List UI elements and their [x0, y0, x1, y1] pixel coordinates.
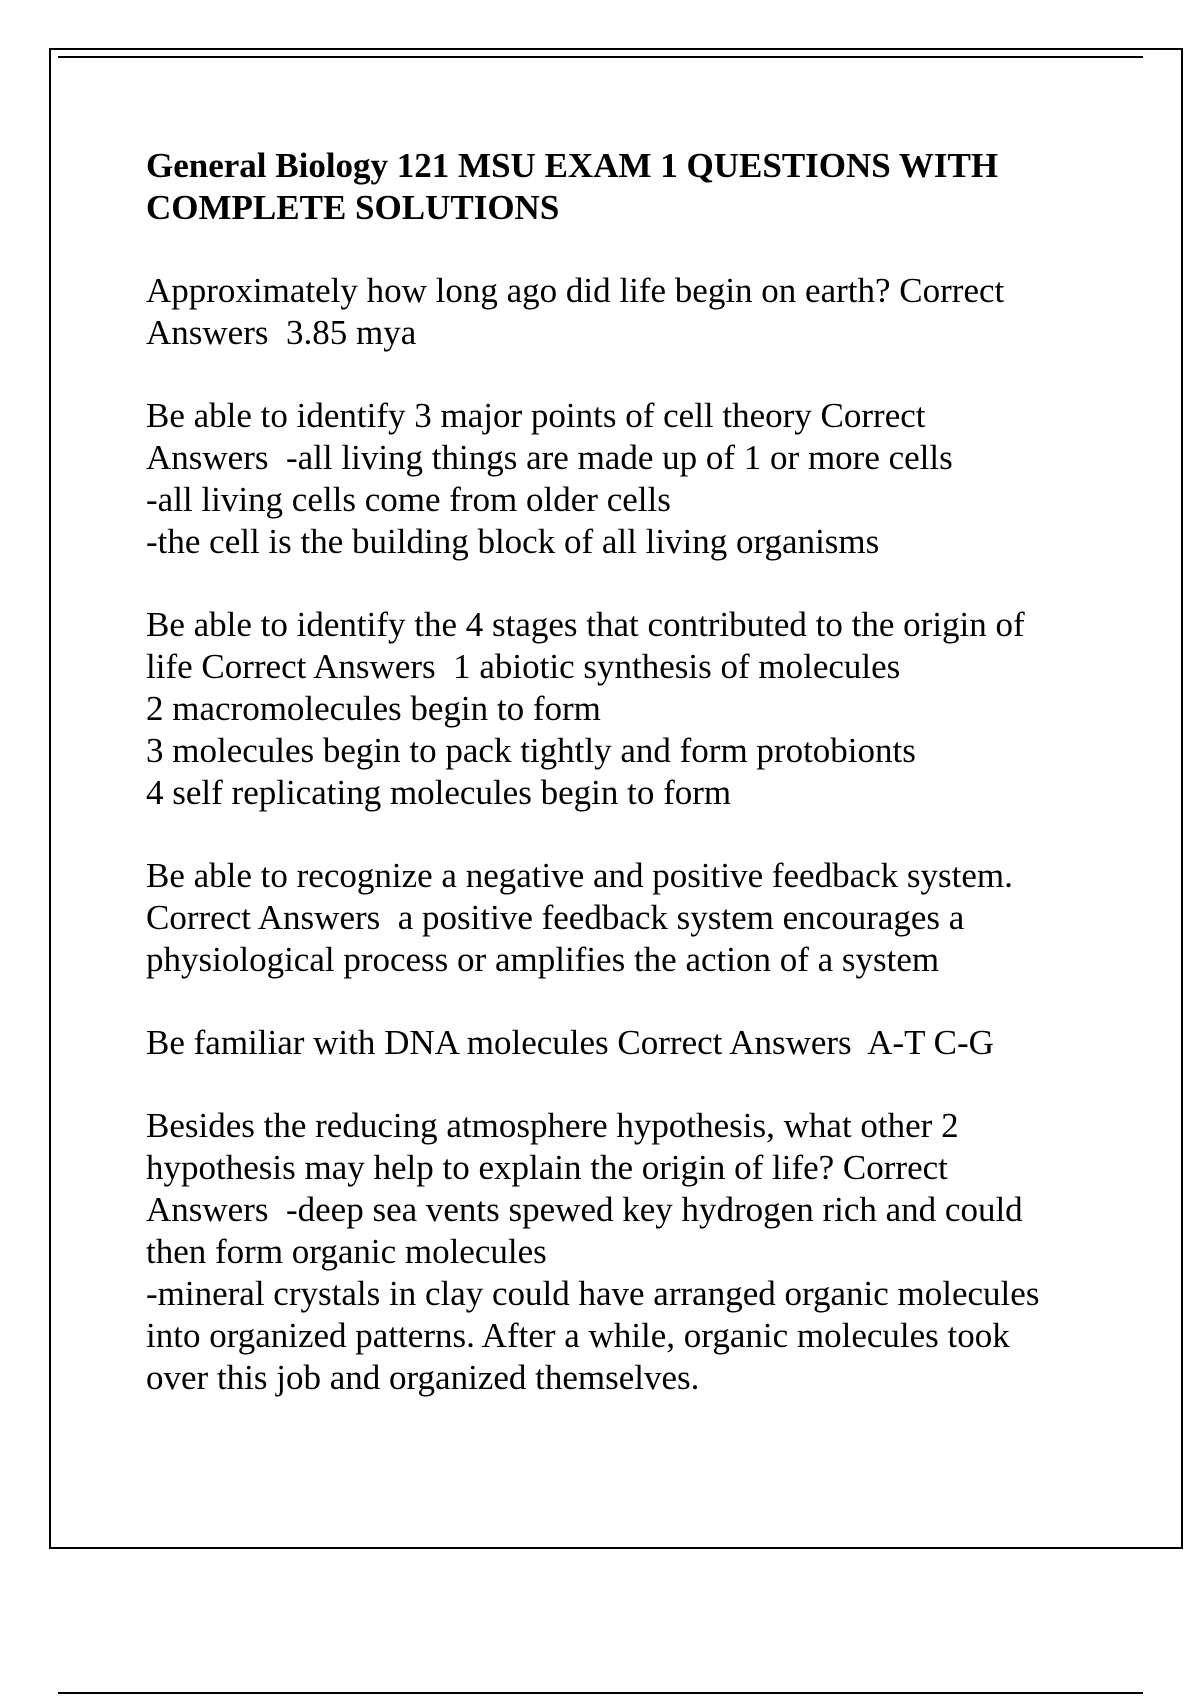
- qa-line: into organized patterns. After a while, organic molecules took: [146, 1316, 1010, 1355]
- qa-line: Be able to recognize a negative and positive feedback system.: [146, 856, 1013, 895]
- qa-line: hypothesis may help to explain the origin of life? Correct: [146, 1148, 948, 1187]
- qa-item: [146, 395, 1086, 563]
- qa-line: Besides the reducing atmosphere hypothesis, what other 2: [146, 1106, 959, 1145]
- qa-line: -the cell is the building block of all living organisms: [146, 522, 880, 561]
- qa-line: then form organic molecules: [146, 1232, 547, 1271]
- qa-line: Be able to identify 3 major points of cell theory Correct: [146, 396, 926, 435]
- qa-line: Answers -all living things are made up of 1 or more cells: [146, 438, 953, 477]
- qa-line: Answers -deep sea vents spewed key hydrogen rich and could: [146, 1190, 1023, 1229]
- qa-line: Approximately how long ago did life begin on earth? Correct: [146, 271, 1005, 310]
- qa-line: over this job and organized themselves.: [146, 1358, 700, 1397]
- document-title: [146, 145, 1086, 229]
- title-line: General Biology 121 MSU EXAM 1 QUESTIONS WITH: [146, 146, 999, 185]
- qa-line: 3 molecules begin to pack tightly and form protobionts: [146, 731, 916, 770]
- top-rule: [58, 56, 1143, 58]
- qa-line: life Correct Answers 1 abiotic synthesis of molecules: [146, 647, 901, 686]
- qa-line: 2 macromolecules begin to form: [146, 689, 601, 728]
- qa-line: Be able to identify the 4 stages that contributed to the origin of: [146, 605, 1025, 644]
- qa-line: 4 self replicating molecules begin to form: [146, 773, 732, 812]
- qa-line: Be familiar with DNA molecules Correct Answers A-T C-G: [146, 1023, 994, 1062]
- qa-item: [146, 1105, 1086, 1399]
- qa-item: [146, 270, 1086, 354]
- qa-item: [146, 604, 1086, 814]
- qa-line: Answers 3.85 mya: [146, 313, 417, 352]
- qa-line: -all living cells come from older cells: [146, 480, 671, 519]
- qa-line: -mineral crystals in clay could have arranged organic molecules: [146, 1274, 1040, 1313]
- bottom-rule: [58, 1692, 1143, 1694]
- document-body: [146, 145, 1086, 1440]
- qa-item: [146, 855, 1086, 981]
- qa-item: [146, 1022, 1086, 1064]
- qa-line: Correct Answers a positive feedback system encourages a: [146, 898, 965, 937]
- title-line: COMPLETE SOLUTIONS: [146, 188, 560, 227]
- qa-line: physiological process or amplifies the action of a system: [146, 940, 940, 979]
